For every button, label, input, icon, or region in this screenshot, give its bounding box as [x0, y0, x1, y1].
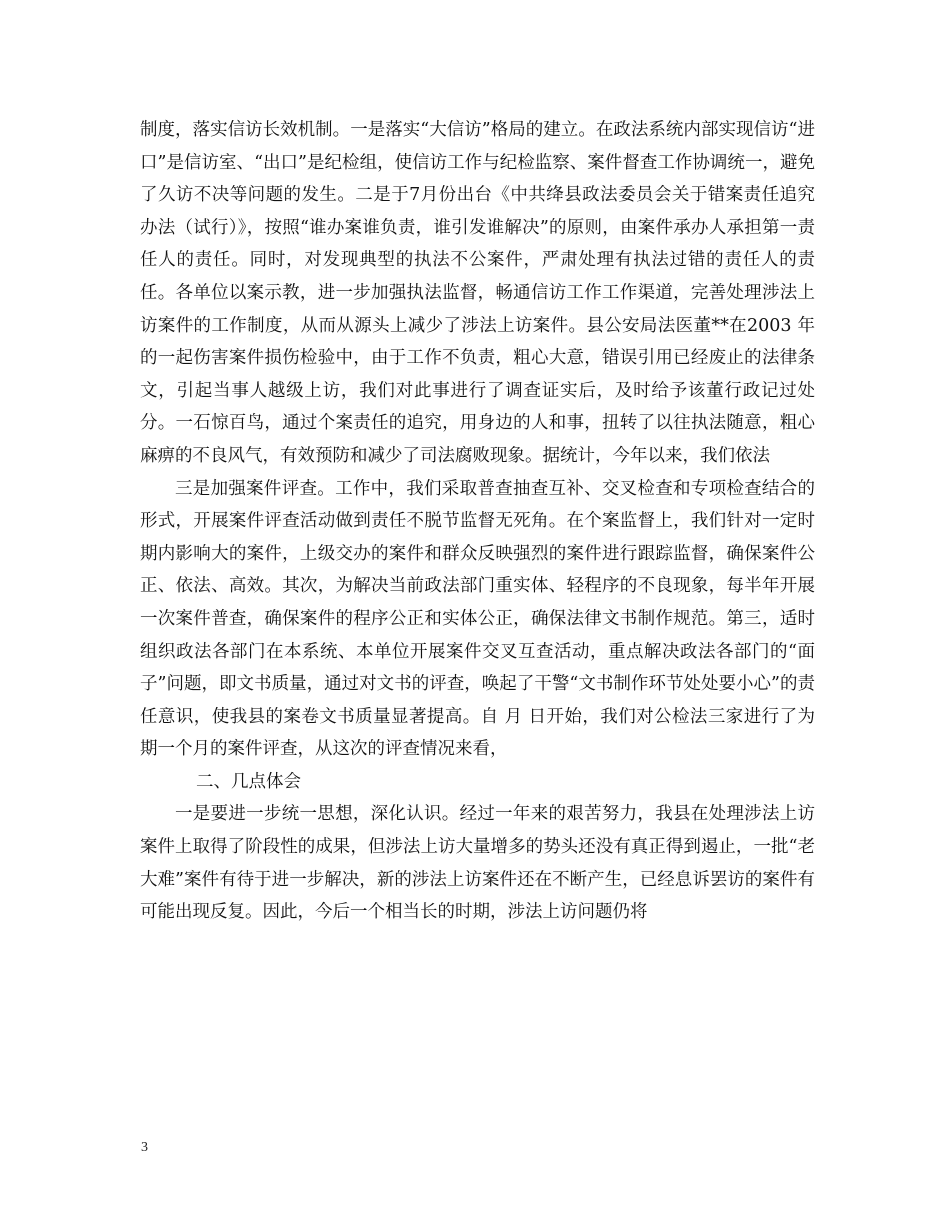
page-number: 3	[141, 1140, 148, 1155]
document-body	[140, 114, 815, 929]
paragraph-unify-thinking: 一是要进一步统一思想，深化认识。经过一年来的艰苦努力，我县在处理涉法上访案件上取得了阶段性的成果，但涉法上访大量增多的势头还没有真正得到遏止，一批“老大难”案件有待于进一步解决，新的涉法上访案件还在不断产生，已经息诉罢访的案件有可能出现反复。因此，今后一个相当长的时期，涉法上访问题仍将	[140, 804, 815, 923]
paragraph-case-accountability: 制度，落实信访长效机制。一是落实“大信访”格局的建立。在政法系统内部实现信访“进口”是信访室、“出口”是纪检组，使信访工作与纪检监察、案件督查工作协调统一，避免了久访不决等问题的发生。二是于7月份出台《中共绛县政法委员会关于错案责任追究办法（试行）》，按照“谁办案谁负责，谁引发谁解决”的原则，由案件承办人承担第一责任人的责任。同时，对发现典型的执法不公案件，严肃处理有执法过错的责任人的责任。各单位以案示教，进一步加强执法监督，畅通信访工作工作渠道，完善处理涉法上访案件的工作制度，从而从源头上减少了涉法上访案件。县公安局法医董**在2003 年的一起伤害案件损伤检验中，由于工作不负责，粗心大意，错误引用已经废止的法律条文，引起当事人越级上访，我们对此事进行了调查证实后，及时给予该董行政记过处分。一石惊百鸟，通过个案责任的追究，用身边的人和事，扭转了以往执法随意，粗心麻痹的不良风气，有效预防和减少了司法腐败现象。据统计，今年以来，我们依法	[140, 120, 815, 466]
section-heading: 二、几点体会	[196, 771, 301, 792]
paragraph-case-review: 三是加强案件评查。工作中，我们采取普查抽查互补、交叉检查和专项检查结合的形式，开展案件评查活动做到责任不脱节监督无死角。在个案监督上，我们针对一定时期内影响大的案件，上级交办的案件和群众反映强烈的案件进行跟踪监督，确保案件公正、依法、高效。其次，为解决当前政法部门重实体、轻程序的不良现象，每半年开展一次案件普查，确保案件的程序公正和实体公正，确保法律文书制作规范。第三，适时组织政法各部门在本系统、本单位开展案件交叉互查活动，重点解决政法各部门的“面子”问题，即文书质量，通过对文书的评查，唤起了干警“文书制作环节处处要小心”的责任意识，使我县的案卷文书质量显著提高。自 月 日开始，我们对公检法三家进行了为期一个月的案件评查，从这次的评查情况来看，	[140, 478, 815, 760]
